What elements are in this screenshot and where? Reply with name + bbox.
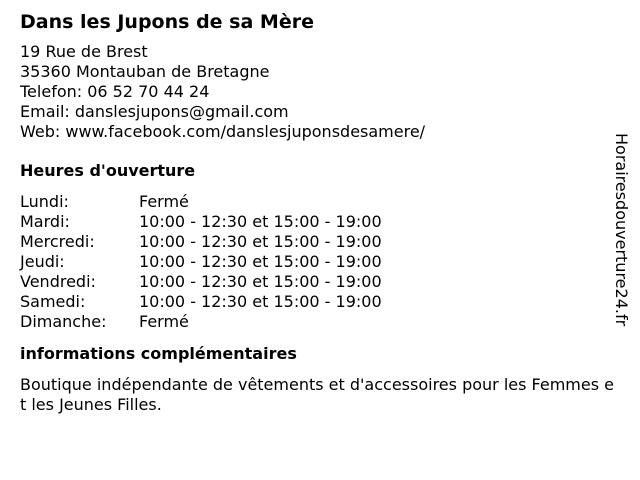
hours-time: 10:00 - 12:30 et 15:00 - 19:00	[139, 292, 382, 311]
hours-time: 10:00 - 12:30 et 15:00 - 19:00	[139, 252, 382, 271]
phone-line[interactable]: Telefon: 06 52 70 44 24	[20, 82, 210, 101]
hours-row-wednesday	[20, 232, 382, 252]
hours-time: Fermé	[139, 312, 189, 331]
hours-row-monday	[20, 192, 382, 212]
hours-day: Dimanche:	[20, 312, 107, 331]
hours-row-tuesday	[20, 212, 382, 232]
hours-time: 10:00 - 12:30 et 15:00 - 19:00	[139, 212, 382, 231]
hours-row-friday	[20, 272, 382, 292]
additional-info-heading: informations complémentaires	[20, 344, 297, 363]
website-line[interactable]: Web: www.facebook.com/danslesjuponsdesamere/	[20, 122, 426, 141]
hours-row-sunday	[20, 312, 382, 332]
site-watermark: Horairesdouverture24.fr	[612, 133, 631, 327]
hours-day: Lundi:	[20, 192, 69, 211]
hours-day: Mardi:	[20, 212, 70, 231]
additional-info-text: Boutique indépendante de vêtements et d'accessoires pour les Femmes et les Jeunes Filles.	[20, 375, 614, 414]
address-city: 35360 Montauban de Bretagne	[20, 62, 270, 81]
address-street: 19 Rue de Brest	[20, 42, 148, 61]
hours-day: Samedi:	[20, 292, 86, 311]
hours-day: Mercredi:	[20, 232, 95, 251]
hours-time: Fermé	[139, 192, 189, 211]
hours-row-thursday	[20, 252, 382, 272]
business-name: Dans les Jupons de sa Mère	[20, 11, 314, 33]
hours-time: 10:00 - 12:30 et 15:00 - 19:00	[139, 232, 382, 251]
hours-row-saturday	[20, 292, 382, 312]
opening-hours-table	[20, 192, 382, 332]
hours-time: 10:00 - 12:30 et 15:00 - 19:00	[139, 272, 382, 291]
hours-day: Jeudi:	[20, 252, 65, 271]
opening-hours-heading: Heures d'ouverture	[20, 161, 196, 180]
hours-day: Vendredi:	[20, 272, 96, 291]
business-card	[20, 10, 620, 415]
email-line[interactable]: Email: danslesjupons@gmail.com	[20, 102, 289, 121]
